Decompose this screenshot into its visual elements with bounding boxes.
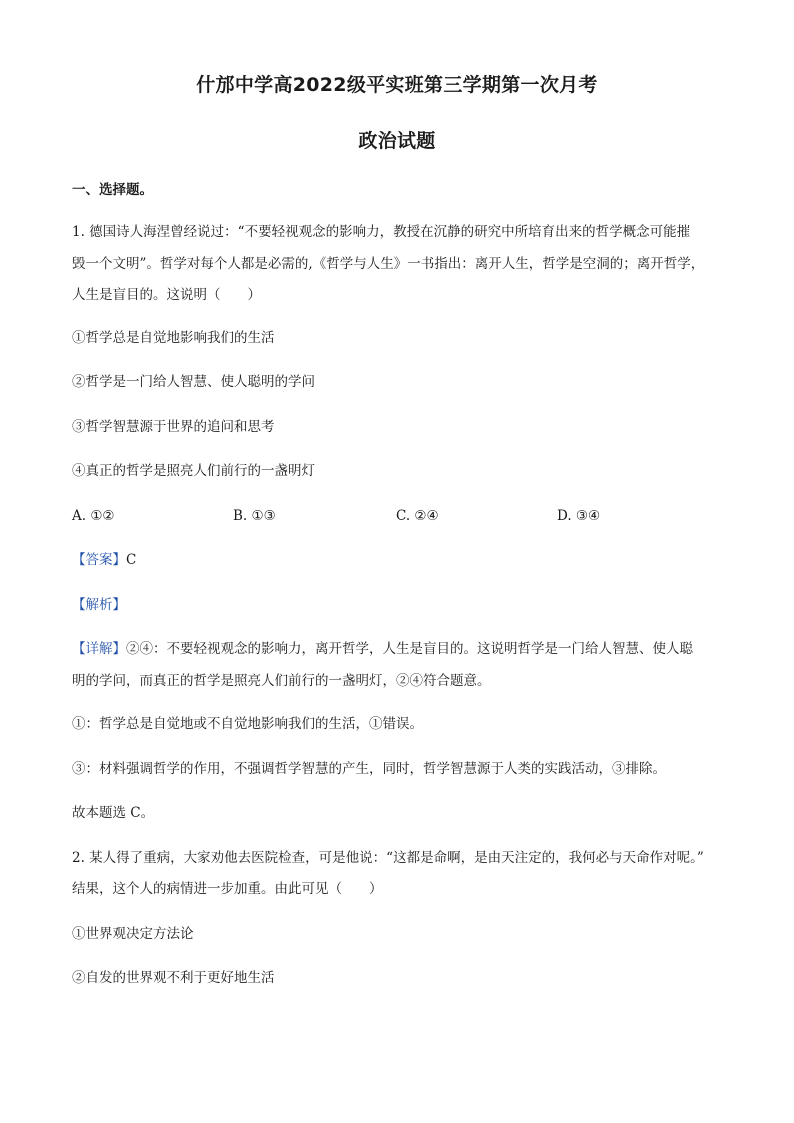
- q1-stem-line3: 人生是盲目的。这说明（ ）: [72, 287, 261, 303]
- answer-label: 【答案】: [72, 552, 126, 568]
- detail-label: 【详解】: [72, 641, 126, 657]
- q1-option-a: A. ①②: [72, 508, 115, 524]
- q2-stem-line2: 结果，这个人的病情进一步加重。由此可见（ ）: [72, 881, 383, 897]
- q1-option-b: B. ①③: [233, 508, 276, 524]
- q1-conclusion: 故本题选 C。: [72, 805, 155, 821]
- q2-item-2: ②自发的世界观不利于更好地生活: [72, 970, 275, 986]
- q1-detail-line4: ③：材料强调哲学的作用，不强调哲学智慧的产生，同时，哲学智慧源于人类的实践活动，③排除。: [72, 761, 666, 777]
- q1-answer: [72, 550, 136, 570]
- q2-stem-line1: 2. 某人得了重病，大家劝他去医院检查，可是他说：“这都是命啊，是由天注定的，我何必与天命作对呢。”: [72, 850, 704, 866]
- q1-stem-line2: 毁一个文明”。哲学对每个人都是必需的,《哲学与人生》一书指出：离开人生，哲学是空洞的；离开哲学，: [72, 256, 705, 272]
- exam-title: 什邡中学高2022级平实班第三学期第一次月考: [196, 74, 598, 96]
- q1-detail-line3: ①：哲学总是自觉地或不自觉地影响我们的生活，①错误。: [72, 716, 423, 732]
- detail-text-1: ②④：不要轻视观念的影响力，离开哲学，人生是盲目的。这说明哲学是一门给人智慧、使人聪: [126, 641, 693, 657]
- exam-subject-title: 政治试题: [358, 130, 436, 152]
- q1-detail-line2: 明的学问，而真正的哲学是照亮人们前行的一盏明灯，②④符合题意。: [72, 673, 491, 689]
- q1-item-3: ③哲学智慧源于世界的追问和思考: [72, 419, 275, 435]
- answer-value: C: [126, 552, 137, 568]
- section-heading: 一、选择题。: [72, 182, 153, 198]
- analysis-label: 【解析】: [72, 597, 126, 613]
- q1-detail-line1: [72, 639, 693, 659]
- q1-item-4: ④真正的哲学是照亮人们前行的一盏明灯: [72, 463, 315, 479]
- q1-option-c: C. ②④: [396, 508, 439, 524]
- q2-item-1: ①世界观决定方法论: [72, 926, 194, 942]
- q1-option-d: D. ③④: [557, 508, 601, 524]
- q1-item-1: ①哲学总是自觉地影响我们的生活: [72, 330, 275, 346]
- q1-stem-line1: 1. 德国诗人海涅曾经说过：“不要轻视观念的影响力，教授在沉静的研究中所培育出来的哲学概念可能摧: [72, 224, 691, 240]
- q1-item-2: ②哲学是一门给人智慧、使人聪明的学问: [72, 374, 315, 390]
- q1-analysis: [72, 595, 126, 615]
